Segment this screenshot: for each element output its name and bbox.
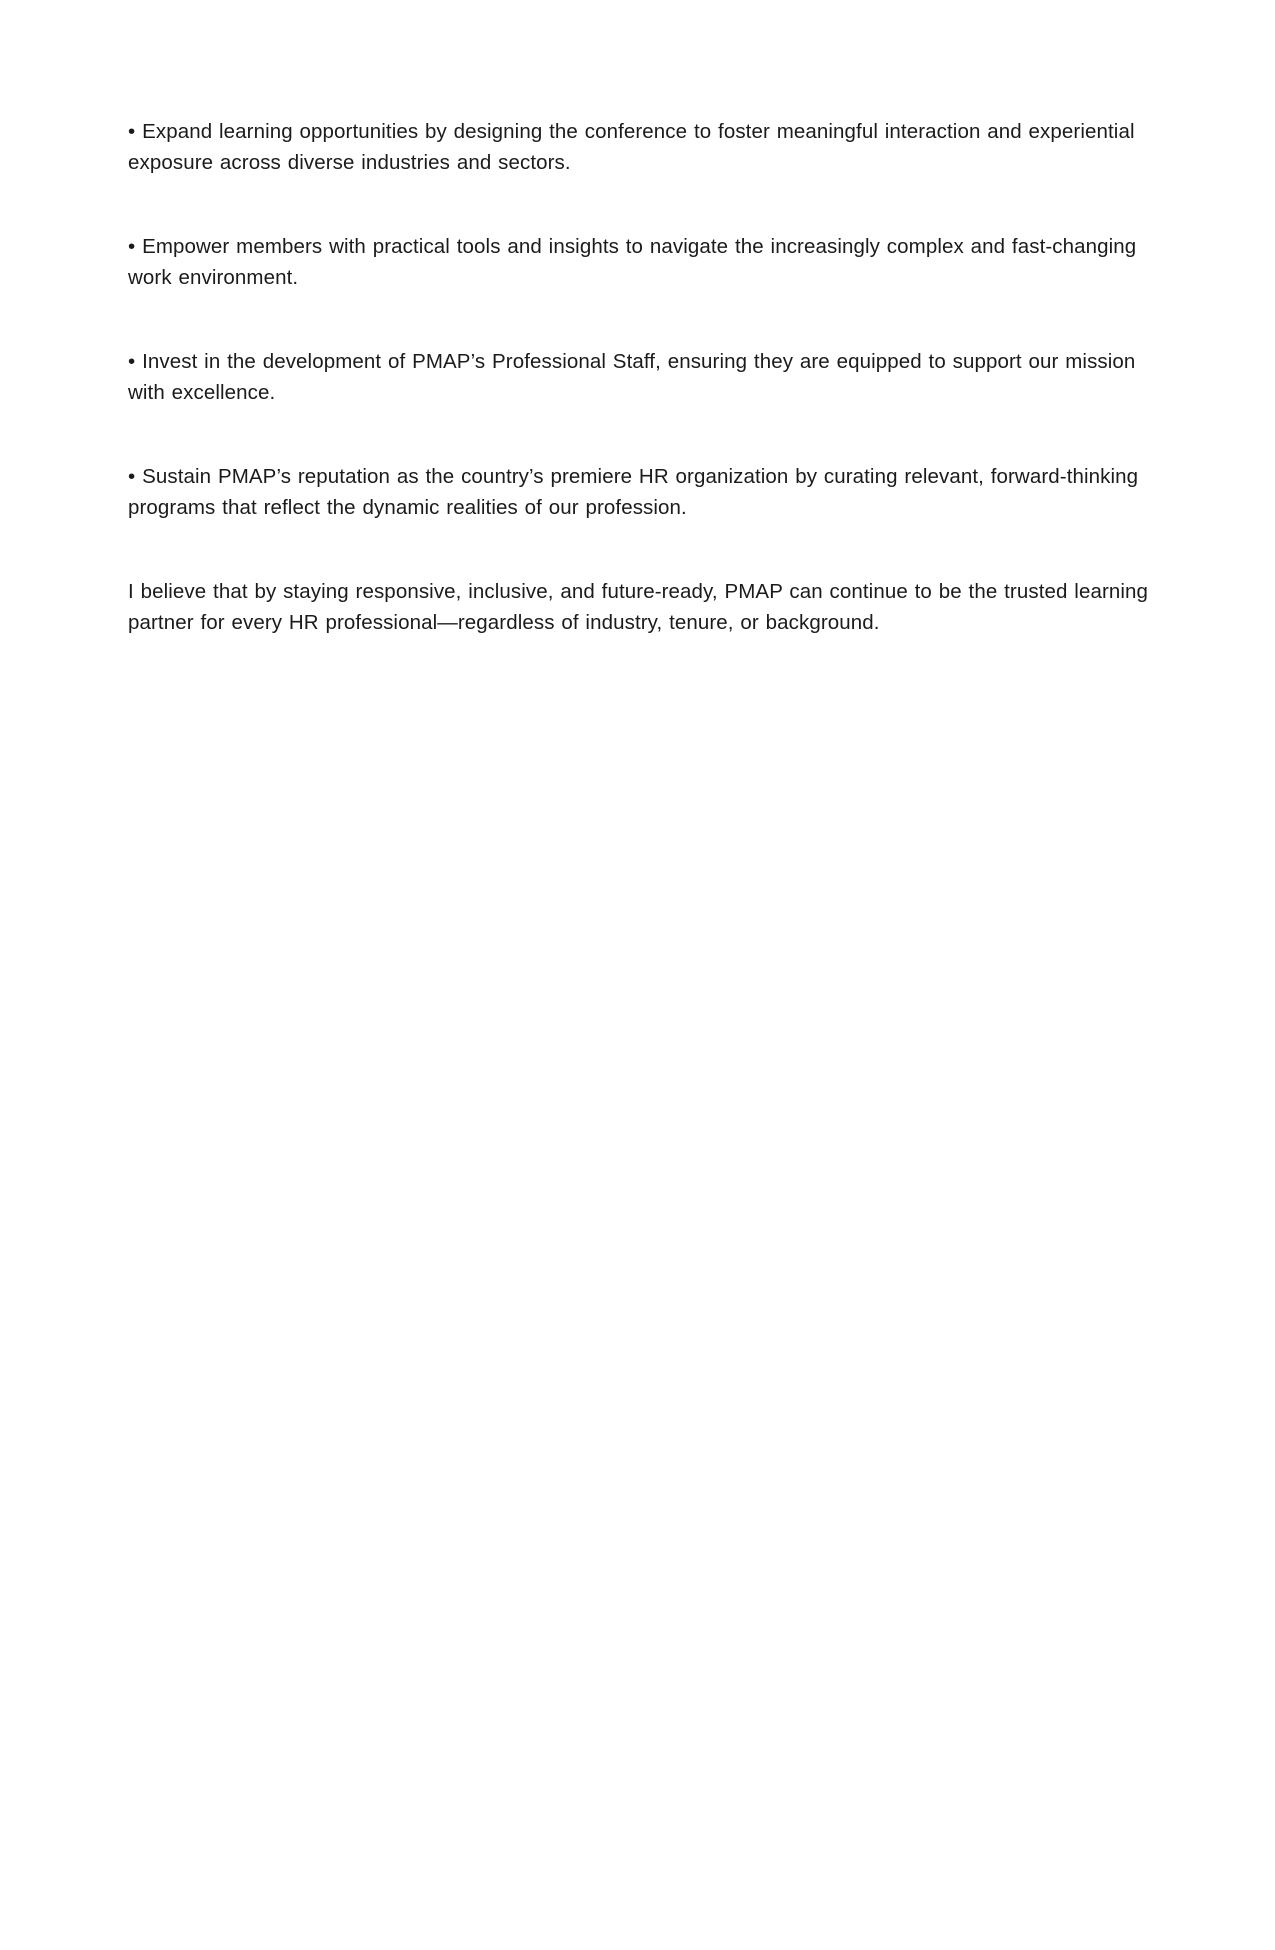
closing-paragraph: I believe that by staying responsive, inclusive, and future-ready, PMAP can continue to be the trusted learning partner for every HR professional—regardless of industry, tenure, or background. [128, 580, 1149, 634]
document-body [128, 116, 1150, 638]
bullet-paragraph-empower: • Empower members with practical tools and insights to navigate the increasingly complex and fast-changing work environment. [128, 235, 1137, 289]
bullet-paragraph-expand: • Expand learning opportunities by designing the conference to foster meaningful interaction and experiential exposure across diverse industries and sectors. [128, 120, 1135, 174]
bullet-paragraph-invest: • Invest in the development of PMAP’s Professional Staff, ensuring they are equipped to support our mission with excellence. [128, 350, 1136, 404]
bullet-paragraph-sustain: • Sustain PMAP’s reputation as the country’s premiere HR organization by curating relevant, forward-thinking programs that reflect the dynamic realities of our profession. [128, 465, 1139, 519]
